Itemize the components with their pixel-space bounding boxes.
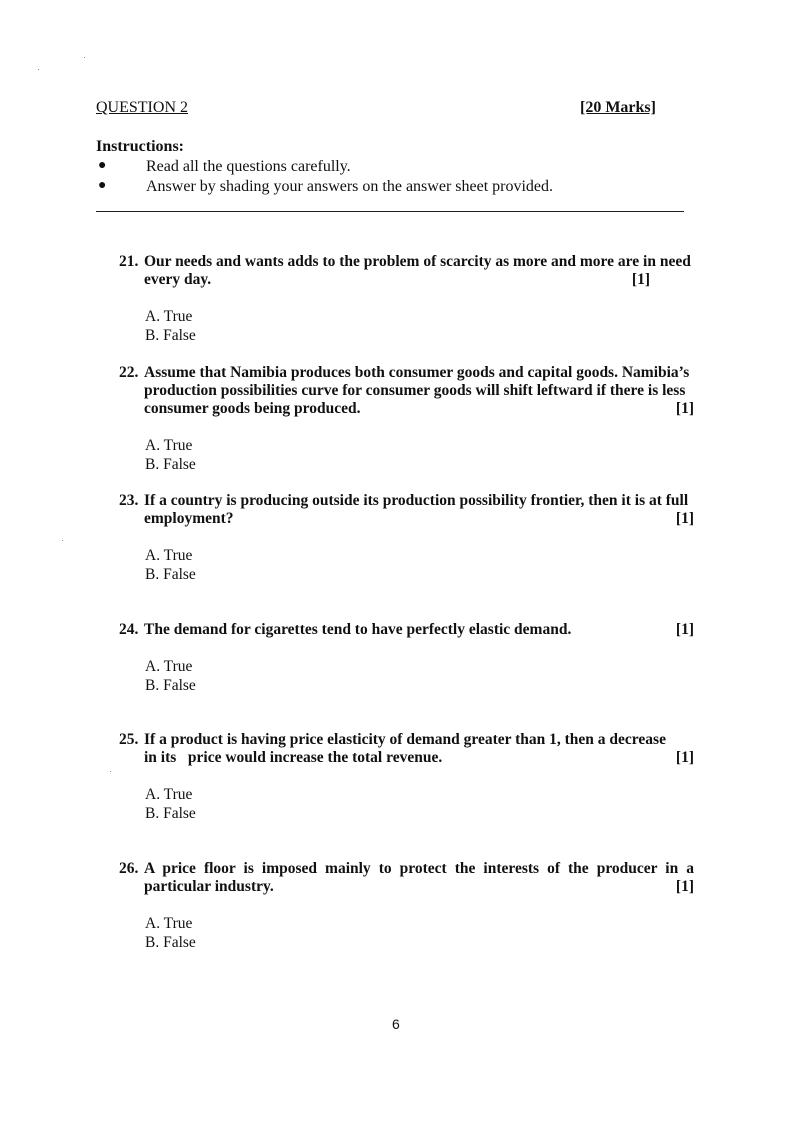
option-a[interactable]: A. True [145, 308, 193, 325]
question-line: every day. [144, 271, 212, 288]
total-marks: [20 Marks] [580, 99, 656, 116]
bullet-icon: ● [98, 178, 107, 193]
question-number: 24. [119, 621, 139, 638]
option-a[interactable]: A. True [145, 437, 193, 454]
question-number: 21. [119, 253, 139, 270]
question-24 [119, 621, 703, 695]
bullet-icon: ● [98, 158, 107, 173]
option-b[interactable]: B. False [145, 934, 196, 951]
instruction-text: Answer by shading your answers on the answer sheet provided. [146, 178, 554, 195]
option-b[interactable]: B. False [145, 677, 196, 694]
divider [96, 211, 684, 212]
question-26 [119, 860, 703, 952]
question-line: in its price would increase the total revenue. [144, 749, 443, 766]
instruction-text: Read all the questions carefully. [146, 158, 351, 175]
option-b[interactable]: B. False [145, 805, 196, 822]
instruction-item [96, 158, 351, 176]
question-line: production possibilities curve for consumer goods will shift leftward if there is less [144, 382, 686, 399]
question-line: The demand for cigarettes tend to have perfectly elastic demand. [144, 621, 572, 638]
question-number: 23. [119, 492, 139, 509]
question-line: Our needs and wants adds to the problem of scarcity as more and more are in need [144, 253, 691, 270]
question-mark: [1] [675, 749, 694, 766]
question-line: If a country is producing outside its production possibility frontier, then it is at full [144, 492, 689, 509]
question-22 [119, 364, 703, 474]
instructions-title: Instructions: [96, 138, 185, 155]
question-25 [119, 731, 703, 823]
page-number: 6 [392, 1016, 400, 1032]
question-title: QUESTION 2 [96, 99, 188, 116]
question-line: employment? [144, 510, 234, 527]
question-number: 22. [119, 364, 139, 381]
scan-speck [110, 771, 111, 772]
instruction-item [96, 178, 553, 196]
option-a[interactable]: A. True [145, 547, 193, 564]
question-line: consumer goods being produced. [144, 400, 361, 417]
question-mark: [1] [675, 621, 694, 638]
question-21 [119, 253, 703, 345]
question-23 [119, 492, 703, 584]
option-b[interactable]: B. False [145, 456, 196, 473]
scan-speck [38, 69, 39, 70]
option-a[interactable]: A. True [145, 658, 193, 675]
question-mark: [1] [631, 271, 650, 288]
question-mark: [1] [675, 510, 694, 527]
question-line: particular industry. [144, 878, 274, 895]
option-a[interactable]: A. True [145, 786, 193, 803]
question-mark: [1] [675, 400, 694, 417]
question-mark: [1] [675, 878, 694, 895]
question-line: Assume that Namibia produces both consumer goods and capital goods. Namibia’s [144, 364, 690, 381]
question-number: 26. [119, 860, 139, 877]
question-line: If a product is having price elasticity of demand greater than 1, then a decrease [144, 731, 666, 748]
scan-speck [84, 57, 85, 58]
scan-speck [62, 540, 63, 541]
question-number: 25. [119, 731, 139, 748]
option-a[interactable]: A. True [145, 915, 193, 932]
option-b[interactable]: B. False [145, 327, 196, 344]
question-line: A price floor is imposed mainly to protect the interests of the producer in a [144, 860, 694, 877]
option-b[interactable]: B. False [145, 566, 196, 583]
